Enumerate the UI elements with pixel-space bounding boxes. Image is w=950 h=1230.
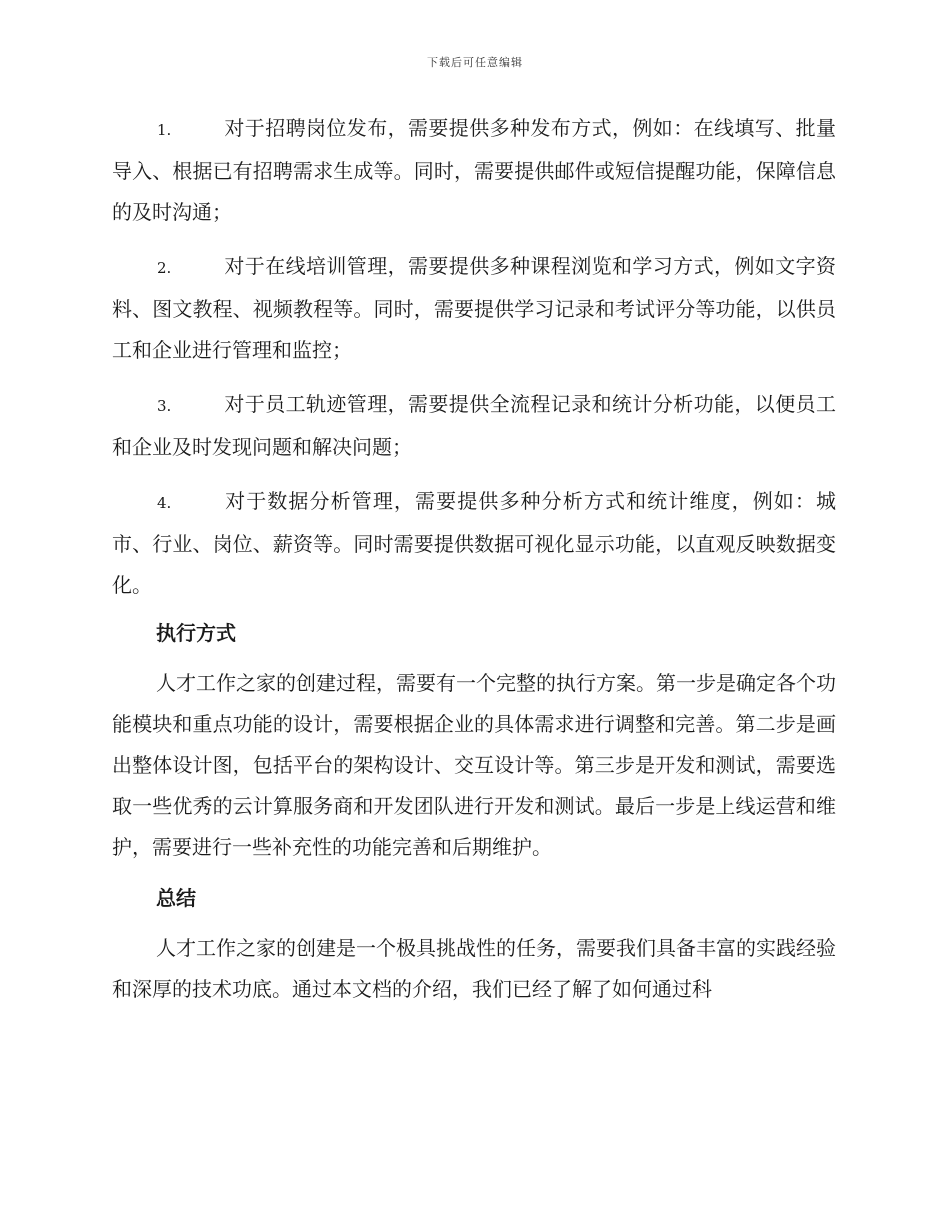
- section-paragraph-execution: 人才工作之家的创建过程，需要有一个完整的执行方案。第一步是确定各个功能模块和重点功能的设计，需要根据企业的具体需求进行调整和完善。第二步是画出整体设计图，包括平台的架构设计、交互设计等。第三步是开发和测试，需要选取一些优秀的云计算服务商和开发团队进行开发和测试。最后一步是上线运营和维护，需要进行一些补充性的功能完善和后期维护。: [112, 671, 836, 859]
- list-item-text: 对于数据分析管理，需要提供多种分析方式和统计维度，例如：城市、行业、岗位、薪资等。同时需要提供数据可视化显示功能，以直观反映数据变化。: [112, 489, 836, 597]
- list-item: [112, 384, 836, 468]
- document-body: [112, 108, 836, 1026]
- list-number: 3.: [157, 397, 172, 415]
- list-item-text: 对于招聘岗位发布，需要提供多种发布方式，例如：在线填写、批量导入、根据已有招聘需求生成等。同时，需要提供邮件或短信提醒功能，保障信息的及时沟通；: [112, 116, 836, 224]
- list-item: [112, 108, 836, 233]
- list-item-text: 对于在线培训管理，需要提供多种课程浏览和学习方式，例如文字资料、图文教程、视频教程等。同时，需要提供学习记录和考试评分等功能，以供员工和企业进行管理和监控；: [112, 254, 836, 362]
- section-paragraph-summary: 人才工作之家的创建是一个极具挑战性的任务，需要我们具备丰富的实践经验和深厚的技术功底。通过本文档的介绍，我们已经了解了如何通过科: [112, 936, 836, 1001]
- page-header: 下载后可任意编辑: [427, 56, 523, 69]
- list-item: [112, 246, 836, 371]
- list-number: 1.: [157, 121, 172, 139]
- list-item-text: 对于员工轨迹管理，需要提供全流程记录和统计分析功能，以便员工和企业及时发现问题和解决问题；: [112, 392, 836, 459]
- list-number: 4.: [157, 494, 172, 512]
- list-item: [112, 481, 836, 606]
- section-heading-execution: 执行方式: [156, 621, 236, 645]
- section-heading-summary: 总结: [156, 886, 196, 910]
- list-number: 2.: [157, 259, 172, 277]
